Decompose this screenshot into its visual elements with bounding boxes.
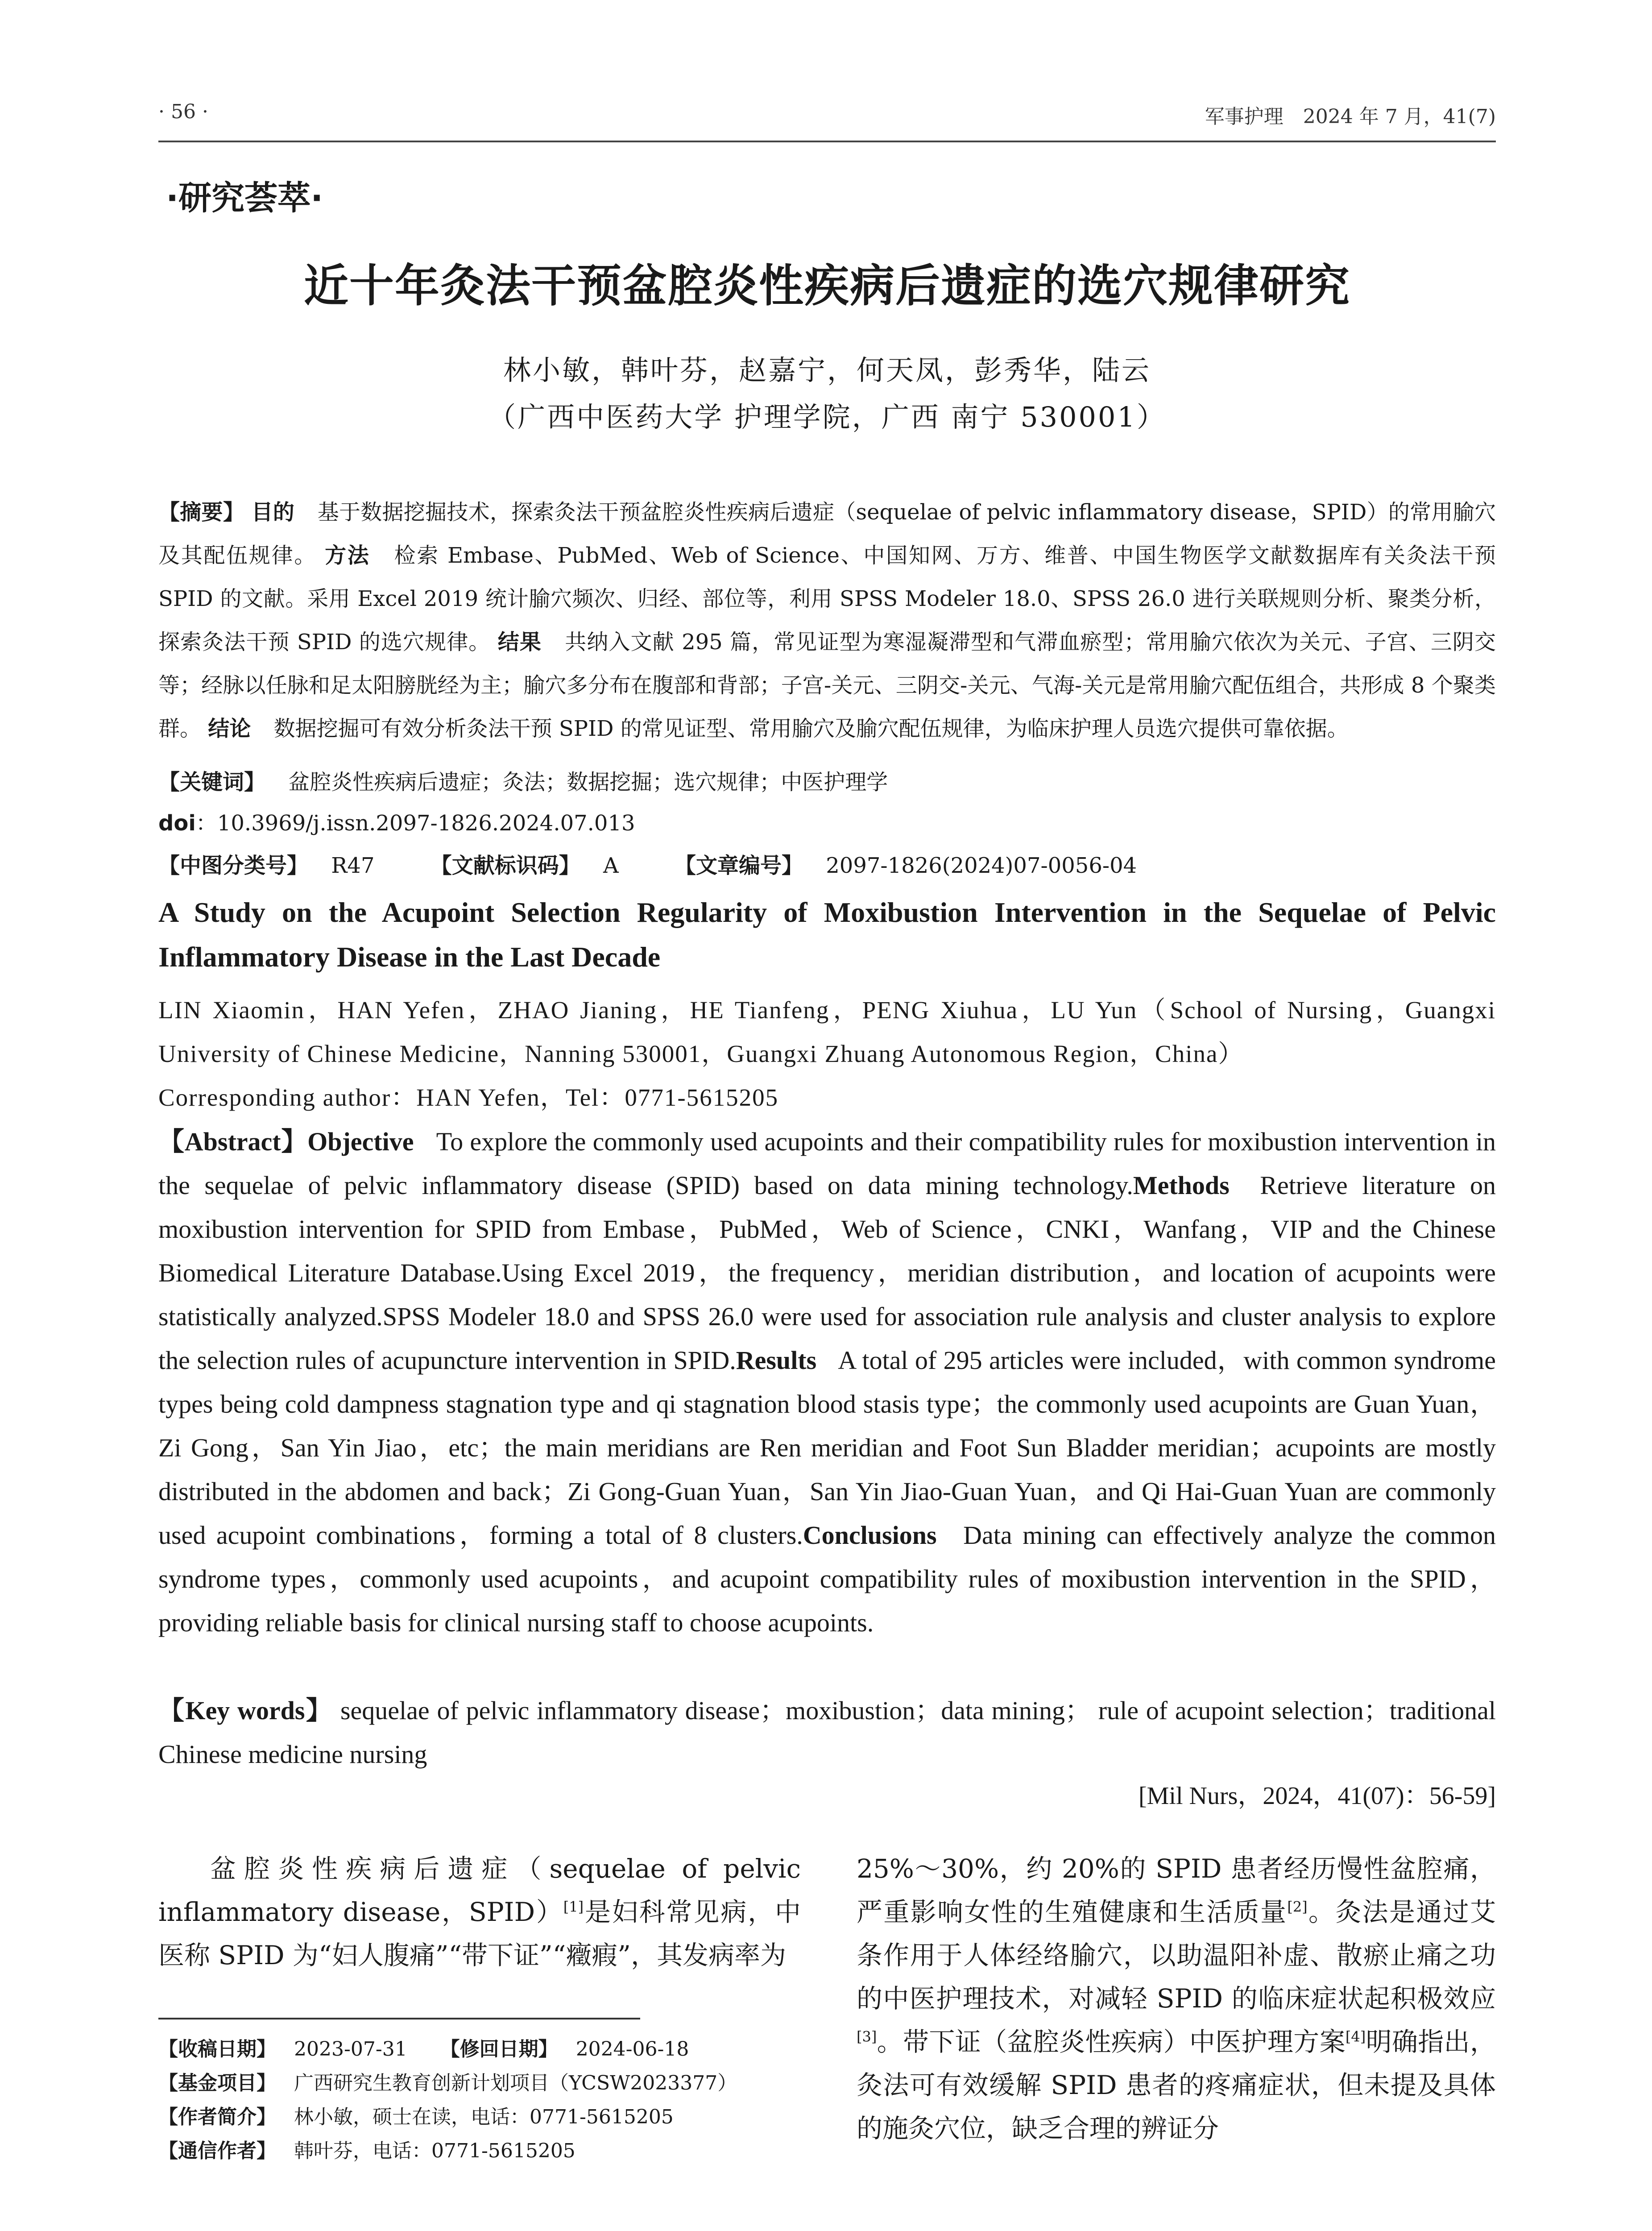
doi-value: ：10.3969/j.issn.2097-1826.2024.07.013 — [195, 811, 635, 836]
conclusions-label-en: Conclusions — [803, 1521, 937, 1550]
keywords-cn — [158, 767, 1496, 798]
affiliation: （广西中医药大学 护理学院，广西 南宁 530001） — [488, 401, 1166, 433]
english-authors — [158, 988, 1496, 1120]
keywords-cn-label: 【关键词】 — [158, 770, 266, 795]
results-label-en: Results — [736, 1346, 817, 1375]
corresponding-label: 【通信作者】 — [158, 2140, 276, 2162]
keywords-en-label: 【Key words】 — [158, 1696, 333, 1725]
doc-code-label: 【文献标识码】 — [430, 853, 580, 878]
footnote-fund — [158, 2066, 737, 2100]
article-number-label: 【文章编号】 — [674, 853, 803, 878]
reference-marker: [3] — [857, 2028, 877, 2045]
column-label: ·研究荟萃· — [166, 179, 323, 217]
doi-label: doi — [158, 811, 196, 836]
english-author-list: LIN Xiaomin，HAN Yefen，ZHAO Jianing，HE Tianfeng，PENG Xiuhua，LU Yun（School of Nursing，Guangxi University of Chinese Medicine，Nanning 530001，Guangxi Zhuang Autonomous Region，China） — [158, 996, 1496, 1067]
classification-line — [158, 850, 1496, 881]
body-column-left — [158, 1847, 801, 1977]
conclusions-en: Data mining can effectively analyze the common syndrome types，commonly used acupoints，and acupoint compatibility rules of moxibustion intervention in the SPID，providing reliable basis for clinical nursing staff to choose acupoints. — [158, 1521, 1496, 1637]
body-text: 。带下证（盆腔炎性疾病）中医护理方案 — [877, 2027, 1346, 2057]
objective-label-en: Objective — [307, 1127, 414, 1156]
methods-label-cn: 方法 — [325, 543, 370, 568]
page-number: · 56 · — [158, 100, 208, 123]
corresponding-author: Corresponding author：HAN Yefen，Tel：0771-5615205 — [158, 1084, 779, 1111]
results-en: A total of 295 articles were included，with common syndrome types being cold dampness stagnation type and qi stagnation blood stasis type；the commonly used acupoints are Guan Yuan，Zi Gong，San Yin Jiao，etc；the main meridians are Ren meridian and Foot Sun Bladder meridian；acupoints are mostly distributed in the abdomen and back；Zi Gong-Guan Yuan，San Yin Jiao-Guan Yuan，and Qi Hai-Guan Yuan are commonly used acupoint combinations，forming a total of 8 clusters. — [158, 1346, 1496, 1550]
fund-label: 【基金项目】 — [158, 2072, 276, 2094]
header-divider — [158, 141, 1496, 142]
article-number-value: 2097-1826(2024)07-0056-04 — [826, 853, 1137, 878]
methods-cn: 检索 Embase、PubMed、Web of Science、中国知网、万方、维普、中国生物医学文献数据库有关灸法干预 SPID 的文献。采用 Excel 2019 统计腧穴频次、归经、部位等，利用 SPSS Modeler 18.0、SPSS 26.0 进行关联规则分析、聚类分析，探索灸法干预 SPID 的选穴规律。 — [158, 543, 1496, 655]
revised-label: 【修回日期】 — [440, 2038, 558, 2061]
english-title: A Study on the Acupoint Selection Regularity of Moxibustion Intervention in the Sequelae of Pelvic Inflammatory Disease in the Last Decade — [158, 896, 1496, 973]
body-text: 明确指出，灸法可有效缓解 SPID 患者的疼痛症状，但未提及具体的施灸穴位，缺乏合理的辨证分 — [857, 2027, 1496, 2144]
reference-marker: [2] — [1287, 1898, 1308, 1916]
body-text: 是妇科常见病，中医称 SPID 为“妇人腹痛”“带下证”“癥瘕”，其发病率为 — [158, 1897, 801, 1970]
doc-code-value: A — [603, 853, 619, 878]
methods-en: Retrieve literature on moxibustion intervention for SPID from Embase，PubMed，Web of Science，CNKI，Wanfang，VIP and the Chinese Biomedical Literature Database.Using Excel 2019，the frequency，meridian distribution，and location of acupoints were statistically analyzed.SPSS Modeler 18.0 and SPSS 26.0 were used for association rule analysis and cluster analysis to explore the selection rules of acupuncture intervention in SPID. — [158, 1171, 1496, 1375]
body-text: 25%～30%，约 20%的 SPID 患者经历慢性盆腔痛，严重影响女性的生殖健康和生活质量 — [857, 1854, 1496, 1927]
keywords-en-text: sequelae of pelvic inflammatory disease；moxibustion；data mining； rule of acupoint selection；traditional Chinese medicine nursing — [158, 1696, 1496, 1769]
doi-line — [158, 808, 1496, 839]
footnotes — [158, 2032, 737, 2168]
keywords-cn-text: 盆腔炎性疾病后遗症；灸法；数据挖掘；选穴规律；中医护理学 — [288, 770, 888, 795]
received-label: 【收稿日期】 — [158, 2038, 276, 2061]
author-bio-value: 林小敏，硕士在读，电话：0771-5615205 — [294, 2106, 674, 2128]
keywords-en — [158, 1689, 1496, 1776]
footnote-divider — [158, 2018, 640, 2020]
conclusion-label-cn: 结论 — [208, 716, 251, 741]
fund-value: 广西研究生教育创新计划项目（YCSW2023377） — [294, 2072, 737, 2094]
objective-cn: 基于数据挖掘技术，探索灸法干预盆腔炎性疾病后遗症（sequelae of pelvic inflammatory disease，SPID）的常用腧穴及其配伍规律。 — [158, 500, 1496, 568]
abstract-cn-label: 【摘要】 — [158, 500, 245, 525]
citation: [Mil Nurs，2024，41(07)：56-59] — [1138, 1782, 1496, 1810]
results-cn: 共纳入文献 295 篇，常见证型为寒湿凝滞型和气滞血瘀型；常用腧穴依次为关元、子宫、三阴交等；经脉以任脉和足太阳膀胱经为主；腧穴多分布在腹部和背部；子宫-关元、三阴交-关元、气海-关元是常用腧穴配伍组合，共形成 8 个聚类群。 — [158, 630, 1496, 741]
objective-label-cn: 目的 — [251, 500, 295, 525]
body-text: 盆腔炎性疾病后遗症（sequelae of pelvic inflammatory disease，SPID） — [158, 1854, 801, 1927]
clc-value: R47 — [331, 853, 375, 878]
footnote-author — [158, 2100, 737, 2134]
corresponding-value: 韩叶芬，电话：0771-5615205 — [294, 2140, 576, 2162]
abstract-en — [158, 1120, 1496, 1645]
methods-label-en: Methods — [1133, 1171, 1230, 1200]
footnote-dates — [158, 2032, 737, 2066]
objective-en: To explore the commonly used acupoints and their compatibility rules for moxibustion intervention in the sequelae of pelvic inflammatory disease (SPID) based on data mining technology. — [158, 1127, 1496, 1200]
reference-marker: [4] — [1345, 2028, 1366, 2045]
paper-title: 近十年灸法干预盆腔炎性疾病后遗症的选穴规律研究 — [304, 260, 1350, 312]
conclusion-cn: 数据挖掘可有效分析灸法干预 SPID 的常见证型、常用腧穴及腧穴配伍规律，为临床护理人员选穴提供可靠依据。 — [273, 716, 1349, 741]
clc-label: 【中图分类号】 — [158, 853, 309, 878]
reference-marker: [1] — [563, 1898, 584, 1916]
author-bio-label: 【作者简介】 — [158, 2106, 276, 2128]
results-label-cn: 结果 — [497, 630, 542, 655]
abstract-cn — [158, 491, 1496, 751]
revised-date: 2024-06-18 — [576, 2038, 689, 2061]
author-list: 林小敏，韩叶芬，赵嘉宁，何天凤，彭秀华，陆云 — [503, 354, 1151, 386]
body-text: 。灸法是通过艾条作用于人体经络腧穴，以助温阳补虚、散瘀止痛之功的中医护理技术，对减轻 SPID 的临床症状起积极效应 — [857, 1897, 1496, 2014]
received-date: 2023-07-31 — [294, 2038, 407, 2061]
footnote-corresponding — [158, 2134, 737, 2168]
journal-info: 军事护理 2024 年 7 月，41(7) — [1205, 105, 1496, 128]
body-column-right — [857, 1847, 1496, 2150]
abstract-en-label: 【Abstract】 — [158, 1127, 308, 1156]
